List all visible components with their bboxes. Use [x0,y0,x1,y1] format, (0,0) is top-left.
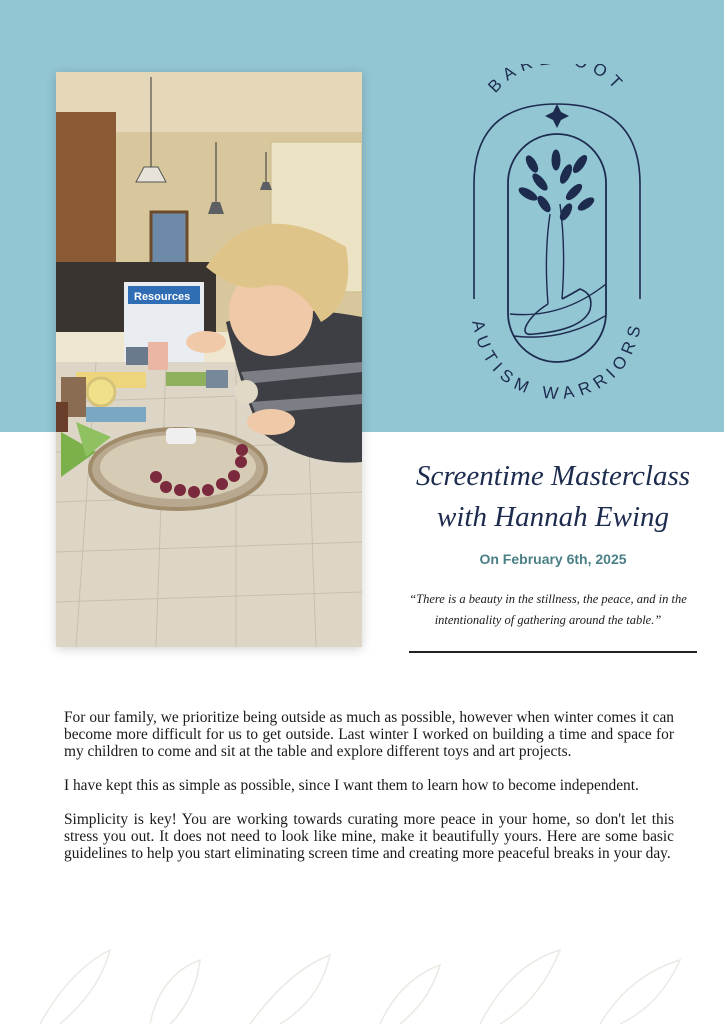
foot-with-leaves-icon [510,150,606,337]
logo-top-text: BA OT [484,64,630,97]
divider [409,651,697,653]
logo-bottom-text: AUTISM WARRIORS [468,318,646,404]
tray [90,428,266,509]
article-paragraph: I have kept this as simple as possible, since I want them to learn how to become independent. [64,777,639,794]
article-paragraph: Simplicity is key! You are working towards curating more peace in your home, so don't let this stress you out. It does not need to look like mine, make it beautifully yours. Here are some basic guidelines to help you start eliminating screen time and creating more peaceful breaks in your day. [64,811,674,862]
child-playing-photo [56,72,362,647]
event-quote: “There is a beauty in the stillness, the peace, and in the intentionality of gathering around the table.” [409,592,687,627]
decorative-leaves [0,930,724,1024]
box-label: Resources [134,291,191,303]
article-body [64,709,674,879]
event-title-line1: Screentime Masterclass [415,460,691,492]
sparkle-icon [545,104,569,128]
event-date: On February 6th, 2025 [479,551,627,567]
event-title [400,456,706,538]
barefoot-autism-warriors-logo [462,64,652,414]
event-title-line2: with Hannah Ewing [436,501,669,533]
article-paragraph: For our family, we prioritize being outside as much as possible, however when winter comes it can become more difficult for us to get outside. Last winter I worked on building a time and space for my children to come and sit at the table and explore different toys and art projects. [64,709,674,760]
